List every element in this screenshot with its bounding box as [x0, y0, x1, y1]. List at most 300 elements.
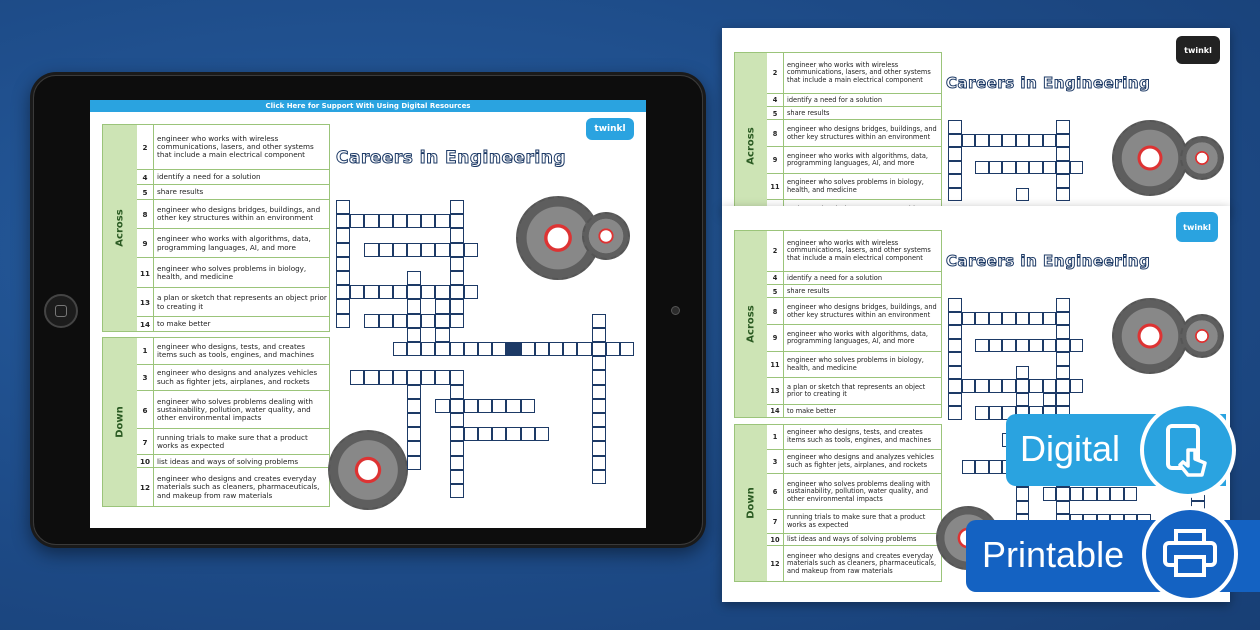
support-link[interactable]: Click Here for Support With Using Digital Resources: [90, 100, 646, 112]
crossword-cell[interactable]: [521, 342, 535, 356]
clue-text: share results: [787, 108, 830, 117]
digital-badge: [1006, 414, 1260, 486]
crossword-cell[interactable]: [989, 460, 1003, 474]
crossword-cell[interactable]: [1070, 161, 1084, 175]
crossword-cell[interactable]: [1070, 379, 1084, 393]
crossword-cell[interactable]: [435, 328, 449, 342]
crossword-cell[interactable]: [1043, 134, 1057, 148]
clue-text: engineer who works with wireless communications, lasers, and other systems that include a main electrical component: [157, 133, 314, 160]
crossword-cell[interactable]: [364, 285, 378, 299]
crossword-cell[interactable]: [435, 243, 449, 257]
crossword-cell[interactable]: [1056, 325, 1070, 339]
twinkl-logo: twinkl: [1176, 36, 1220, 64]
gear-icon: [1180, 314, 1224, 358]
crossword-cell[interactable]: [948, 406, 962, 420]
clue-row: [767, 284, 941, 298]
clue-row: [137, 125, 329, 169]
crossword-cell[interactable]: [948, 352, 962, 366]
clue-number: 5: [767, 107, 784, 120]
crossword-cell[interactable]: [1056, 366, 1070, 380]
crossword-cell[interactable]: [563, 342, 577, 356]
crossword-cell[interactable]: [336, 257, 350, 271]
clue-number: 8: [767, 298, 784, 325]
crossword-cell[interactable]: [435, 285, 449, 299]
crossword-cell[interactable]: [421, 285, 435, 299]
crossword-cell[interactable]: [464, 285, 478, 299]
crossword-cell[interactable]: [1016, 312, 1030, 326]
gear-icon: [1112, 120, 1188, 196]
across-clues: [102, 124, 330, 332]
clue-text: engineer who works with wireless communications, lasers, and other systems that include a main electrical component: [787, 60, 931, 84]
crossword-cell[interactable]: [464, 243, 478, 257]
crossword-cell[interactable]: [1016, 487, 1030, 501]
crossword-cell[interactable]: [336, 271, 350, 285]
crossword-cell[interactable]: [1056, 379, 1070, 393]
clue-number: 10: [137, 455, 154, 468]
clue-row: [767, 545, 941, 582]
crossword-cell[interactable]: [450, 470, 464, 484]
camera-icon: [671, 306, 680, 315]
tablet-screen: [90, 100, 646, 528]
clue-row: [767, 297, 941, 325]
crossword-cell[interactable]: [506, 342, 520, 356]
clue-number: 7: [137, 429, 154, 455]
crossword-cell[interactable]: [948, 339, 962, 353]
crossword-cell[interactable]: [421, 370, 435, 384]
worksheet-title: Careers in Engineering: [946, 252, 1151, 270]
clue-text: engineer who designs bridges, buildings, and other key structures within an environment: [787, 303, 937, 319]
crossword-cell[interactable]: [393, 214, 407, 228]
crossword-cell[interactable]: [1124, 487, 1138, 501]
crossword-cell[interactable]: [1043, 339, 1057, 353]
clue-text: engineer who designs bridges, buildings, and other key structures within an environment: [787, 125, 937, 141]
crossword-cell[interactable]: [1002, 134, 1016, 148]
crossword-cell[interactable]: [492, 399, 506, 413]
clue-text: engineer who designs and analyzes vehicles such as fighter jets, airplanes, and rockets: [157, 368, 318, 386]
clue-text: list ideas and ways of solving problems: [787, 535, 917, 544]
crossword-cell[interactable]: [1016, 501, 1030, 515]
crossword-cell[interactable]: [606, 342, 620, 356]
crossword-cell[interactable]: [407, 413, 421, 427]
crossword-cell[interactable]: [450, 456, 464, 470]
clue-row: [767, 53, 941, 93]
clue-text: engineer who designs and creates everyday materials such as cleaners, pharmaceuticals, and makeup from raw materials: [787, 551, 937, 575]
clue-row: [137, 316, 329, 332]
clue-row: [137, 390, 329, 430]
crossword-cell[interactable]: [1056, 298, 1070, 312]
crossword-cell[interactable]: [592, 470, 606, 484]
crossword-cell[interactable]: [535, 342, 549, 356]
crossword-cell[interactable]: [1043, 161, 1057, 175]
crossword-cell[interactable]: [407, 299, 421, 313]
crossword-cell[interactable]: [948, 298, 962, 312]
down-tab: [735, 425, 767, 581]
crossword-cell[interactable]: [435, 399, 449, 413]
crossword-cell[interactable]: [492, 342, 506, 356]
clue-number: 6: [767, 474, 784, 510]
crossword-cell[interactable]: [379, 214, 393, 228]
clue-text: engineer who works with algorithms, data, programming languages, AI, and more: [157, 234, 311, 252]
clue-number: 2: [137, 125, 154, 169]
clue-number: 1: [767, 425, 784, 449]
crossword-cell[interactable]: [592, 385, 606, 399]
crossword-cell[interactable]: [478, 427, 492, 441]
crossword-cell[interactable]: [407, 314, 421, 328]
across-label: Across: [114, 209, 126, 247]
clue-row: [767, 106, 941, 120]
clue-number: 2: [767, 53, 784, 93]
crossword-cell[interactable]: [975, 339, 989, 353]
crossword-cell[interactable]: [592, 456, 606, 470]
crossword-cell[interactable]: [450, 200, 464, 214]
crossword-cell[interactable]: [549, 342, 563, 356]
crossword-cell[interactable]: [1043, 393, 1057, 407]
crossword-cell[interactable]: [1056, 120, 1070, 134]
crossword-cell[interactable]: [948, 188, 962, 202]
crossword-cell[interactable]: [393, 342, 407, 356]
crossword-cell[interactable]: [407, 243, 421, 257]
crossword-cell[interactable]: [989, 134, 1003, 148]
crossword-cell[interactable]: [450, 413, 464, 427]
crossword-cell[interactable]: [450, 427, 464, 441]
crossword-cell[interactable]: [407, 271, 421, 285]
crossword-cell[interactable]: [1016, 393, 1030, 407]
crossword-cell[interactable]: [464, 427, 478, 441]
across-tab: [103, 125, 137, 331]
crossword-cell[interactable]: [962, 312, 976, 326]
crossword-cell[interactable]: [1056, 134, 1070, 148]
crossword-cell[interactable]: [350, 285, 364, 299]
clue-text: to make better: [787, 406, 837, 415]
crossword-cell[interactable]: [975, 379, 989, 393]
clue-number: 3: [137, 365, 154, 391]
crossword-cell[interactable]: [421, 214, 435, 228]
crossword-cell[interactable]: [592, 441, 606, 455]
clue-text: identify a need for a solution: [787, 95, 882, 104]
crossword-cell[interactable]: [948, 325, 962, 339]
crossword-cell[interactable]: [407, 441, 421, 455]
crossword-cell[interactable]: [450, 441, 464, 455]
crossword-cell[interactable]: [962, 460, 976, 474]
crossword-cell[interactable]: [407, 370, 421, 384]
crossword-cell[interactable]: [975, 312, 989, 326]
clue-text: running trials to make sure that a product works as expected: [787, 513, 926, 529]
clue-text: engineer who solves problems dealing with sustainability, pollution, water quality, and other environmental impacts: [787, 479, 931, 503]
crossword-cell[interactable]: [1002, 379, 1016, 393]
crossword-cell[interactable]: [1056, 501, 1070, 515]
crossword-cell[interactable]: [1056, 147, 1070, 161]
crossword-cell[interactable]: [1002, 312, 1016, 326]
crossword-cell[interactable]: [478, 399, 492, 413]
crossword-cell[interactable]: [1056, 161, 1070, 175]
crossword-cell[interactable]: [1029, 161, 1043, 175]
clue-text: a plan or sketch that represents an object prior to creating it: [787, 382, 926, 399]
crossword-cell[interactable]: [364, 243, 378, 257]
crossword-cell[interactable]: [1056, 188, 1070, 202]
clue-number: 11: [767, 352, 784, 379]
printer-icon: [1142, 506, 1238, 602]
clue-text: engineer who solves problems in biology, health, and medicine: [787, 178, 924, 194]
clue-number: 9: [137, 229, 154, 258]
crossword-cell[interactable]: [464, 399, 478, 413]
clue-row: [137, 257, 329, 287]
digital-label: Digital: [1020, 428, 1121, 469]
crossword-cell[interactable]: [521, 427, 535, 441]
crossword-cell[interactable]: [1029, 134, 1043, 148]
clue-number: 8: [767, 120, 784, 147]
crossword-cell[interactable]: [435, 342, 449, 356]
clue-text: identify a need for a solution: [787, 273, 882, 282]
gear-icon: [582, 212, 630, 260]
clue-row: [767, 93, 941, 107]
down-clues: [102, 337, 330, 507]
crossword-cell[interactable]: [379, 370, 393, 384]
clue-text: engineer who designs and analyzes vehicles such as fighter jets, airplanes, and rockets: [787, 453, 934, 469]
crossword-cell[interactable]: [393, 314, 407, 328]
crossword-cell[interactable]: [1043, 487, 1057, 501]
crossword-cell[interactable]: [1016, 188, 1030, 202]
crossword-cell[interactable]: [948, 147, 962, 161]
twinkl-logo: twinkl: [1176, 212, 1218, 242]
tablet-device: [30, 72, 706, 548]
clue-text: engineer who solves problems in biology, health, and medicine: [787, 356, 924, 372]
crossword-cell[interactable]: [1043, 312, 1057, 326]
crossword-cell[interactable]: [1016, 161, 1030, 175]
crossword-cell[interactable]: [1056, 487, 1070, 501]
crossword-cell[interactable]: [407, 427, 421, 441]
crossword-cell[interactable]: [1016, 379, 1030, 393]
clue-number: 4: [137, 170, 154, 185]
clue-number: 1: [137, 338, 154, 364]
crossword-cell[interactable]: [379, 314, 393, 328]
clue-number: 4: [767, 272, 784, 285]
clue-row: [137, 184, 329, 200]
crossword-cell[interactable]: [592, 356, 606, 370]
crossword-cell[interactable]: [620, 342, 634, 356]
crossword-cell[interactable]: [506, 399, 520, 413]
crossword-cell[interactable]: [1097, 487, 1111, 501]
crossword-cell[interactable]: [948, 312, 962, 326]
crossword-cell[interactable]: [435, 299, 449, 313]
crossword-cell[interactable]: [989, 161, 1003, 175]
across-label: Across: [745, 305, 757, 343]
crossword-cell[interactable]: [1083, 487, 1097, 501]
clue-text: engineer who designs bridges, buildings, and other key structures within an environment: [157, 204, 321, 223]
crossword-cell[interactable]: [350, 214, 364, 228]
crossword-cell[interactable]: [592, 427, 606, 441]
crossword-cell[interactable]: [989, 312, 1003, 326]
printable-label: Printable: [982, 534, 1125, 575]
crossword-cell[interactable]: [450, 271, 464, 285]
clue-number: 8: [137, 200, 154, 229]
crossword-cell[interactable]: [336, 214, 350, 228]
crossword-cell[interactable]: [1016, 134, 1030, 148]
clue-number: 2: [767, 231, 784, 271]
down-tab: [103, 338, 137, 506]
crossword-cell[interactable]: [450, 299, 464, 313]
crossword-cell[interactable]: [989, 379, 1003, 393]
clue-number: 9: [767, 147, 784, 174]
crossword-cell[interactable]: [1002, 161, 1016, 175]
crossword-cell[interactable]: [975, 134, 989, 148]
crossword-cell[interactable]: [364, 214, 378, 228]
crossword-cell[interactable]: [1070, 487, 1084, 501]
crossword-cell[interactable]: [450, 399, 464, 413]
crossword-cell[interactable]: [478, 342, 492, 356]
crossword-cell[interactable]: [450, 257, 464, 271]
crossword-cell[interactable]: [592, 328, 606, 342]
clue-row: [137, 428, 329, 455]
crossword-cell[interactable]: [592, 370, 606, 384]
crossword-cell[interactable]: [407, 328, 421, 342]
crossword-cell[interactable]: [1016, 366, 1030, 380]
crossword-cell[interactable]: [492, 427, 506, 441]
crossword-cell[interactable]: [393, 243, 407, 257]
clue-number: 12: [137, 468, 154, 507]
crossword-cell[interactable]: [962, 379, 976, 393]
crossword-cell[interactable]: [989, 339, 1003, 353]
crossword-cell[interactable]: [948, 366, 962, 380]
crossword-cell[interactable]: [421, 243, 435, 257]
clue-text: list ideas and ways of solving problems: [157, 456, 299, 466]
crossword-cell[interactable]: [464, 342, 478, 356]
clue-row: [767, 425, 941, 449]
crossword-cell[interactable]: [435, 370, 449, 384]
crossword-cell[interactable]: [450, 314, 464, 328]
across-label: Across: [745, 127, 757, 165]
crossword-cell[interactable]: [450, 285, 464, 299]
crossword-cell[interactable]: [435, 314, 449, 328]
clue-text: engineer who works with algorithms, data, programming languages, AI, and more: [787, 329, 929, 346]
crossword-cell[interactable]: [948, 161, 962, 175]
crossword-cell[interactable]: [407, 456, 421, 470]
crossword-cell[interactable]: [592, 314, 606, 328]
crossword-cell[interactable]: [1043, 379, 1057, 393]
crossword-cell[interactable]: [450, 342, 464, 356]
crossword-cell[interactable]: [948, 134, 962, 148]
crossword-cell[interactable]: [948, 379, 962, 393]
crossword-cell[interactable]: [975, 460, 989, 474]
clue-number: 12: [767, 546, 784, 582]
crossword-cell[interactable]: [407, 214, 421, 228]
clue-row: [137, 338, 329, 364]
crossword-cell[interactable]: [364, 370, 378, 384]
gear-icon: [328, 430, 408, 510]
crossword-cell[interactable]: [592, 342, 606, 356]
clue-text: a plan or sketch that represents an object prior to creating it: [157, 293, 327, 311]
crossword-cell[interactable]: [379, 285, 393, 299]
clue-number: 5: [767, 285, 784, 298]
crossword-cell[interactable]: [421, 342, 435, 356]
clue-row: [767, 271, 941, 285]
crossword-cell[interactable]: [336, 285, 350, 299]
crossword-cell[interactable]: [948, 174, 962, 188]
gear-icon: [1112, 298, 1188, 374]
crossword-cell[interactable]: [450, 243, 464, 257]
crossword-cell[interactable]: [975, 161, 989, 175]
crossword-cell[interactable]: [450, 484, 464, 498]
crossword-cell[interactable]: [450, 214, 464, 228]
crossword-cell[interactable]: [336, 299, 350, 313]
crossword-cell[interactable]: [1070, 339, 1084, 353]
crossword-cell[interactable]: [1056, 393, 1070, 407]
clue-row: [137, 287, 329, 317]
crossword-cell[interactable]: [336, 243, 350, 257]
crossword-cell[interactable]: [379, 243, 393, 257]
clue-row: [137, 454, 329, 468]
clue-number: 6: [137, 391, 154, 430]
crossword-cell[interactable]: [350, 370, 364, 384]
clue-row: [767, 173, 941, 201]
crossword-cell[interactable]: [1029, 312, 1043, 326]
crossword-cell[interactable]: [407, 342, 421, 356]
crossword-cell[interactable]: [521, 399, 535, 413]
crossword-cell[interactable]: [1056, 339, 1070, 353]
home-button: [44, 294, 78, 328]
clue-row: [137, 364, 329, 391]
clue-row: [767, 404, 941, 418]
crossword-cell[interactable]: [962, 134, 976, 148]
clue-number: 13: [767, 378, 784, 405]
crossword-cell[interactable]: [393, 370, 407, 384]
crossword-cell[interactable]: [1029, 339, 1043, 353]
clue-row: [137, 228, 329, 258]
clue-number: 5: [137, 185, 154, 200]
twinkl-logo: twinkl: [586, 118, 634, 140]
gear-icon: [1180, 136, 1224, 180]
crossword-cell[interactable]: [421, 314, 435, 328]
crossword-cell[interactable]: [1002, 339, 1016, 353]
crossword-cell[interactable]: [1056, 312, 1070, 326]
crossword-cell[interactable]: [336, 314, 350, 328]
clue-row: [767, 473, 941, 510]
crossword-cell[interactable]: [1029, 379, 1043, 393]
crossword-cell[interactable]: [592, 413, 606, 427]
crossword-cell[interactable]: [975, 406, 989, 420]
clue-number: 11: [137, 258, 154, 287]
clue-row: [767, 351, 941, 379]
crossword-cell[interactable]: [577, 342, 591, 356]
clue-row: [767, 509, 941, 534]
crossword-cell[interactable]: [506, 427, 520, 441]
crossword-cell[interactable]: [364, 314, 378, 328]
crossword-cell[interactable]: [393, 285, 407, 299]
across-clues: [734, 230, 942, 418]
crossword-cell[interactable]: [450, 370, 464, 384]
crossword-cell[interactable]: [1016, 339, 1030, 353]
crossword-cell[interactable]: [1110, 487, 1124, 501]
crossword-cell[interactable]: [450, 228, 464, 242]
clue-row: [137, 199, 329, 229]
crossword-cell[interactable]: [535, 427, 549, 441]
down-clues: [734, 424, 942, 582]
crossword-cell[interactable]: [450, 385, 464, 399]
crossword-cell[interactable]: [948, 120, 962, 134]
clue-number: 14: [137, 317, 154, 332]
crossword-cell[interactable]: [407, 399, 421, 413]
crossword-cell[interactable]: [1056, 352, 1070, 366]
crossword-cell[interactable]: [592, 399, 606, 413]
printable-sheet-back: [722, 28, 1230, 212]
crossword-cell[interactable]: [407, 385, 421, 399]
crossword-cell[interactable]: [336, 228, 350, 242]
crossword-cell[interactable]: [336, 200, 350, 214]
crossword-cell[interactable]: [948, 393, 962, 407]
crossword-cell[interactable]: [407, 285, 421, 299]
crossword-cell[interactable]: [989, 406, 1003, 420]
crossword-cell[interactable]: [435, 214, 449, 228]
crossword-cell[interactable]: [1056, 174, 1070, 188]
